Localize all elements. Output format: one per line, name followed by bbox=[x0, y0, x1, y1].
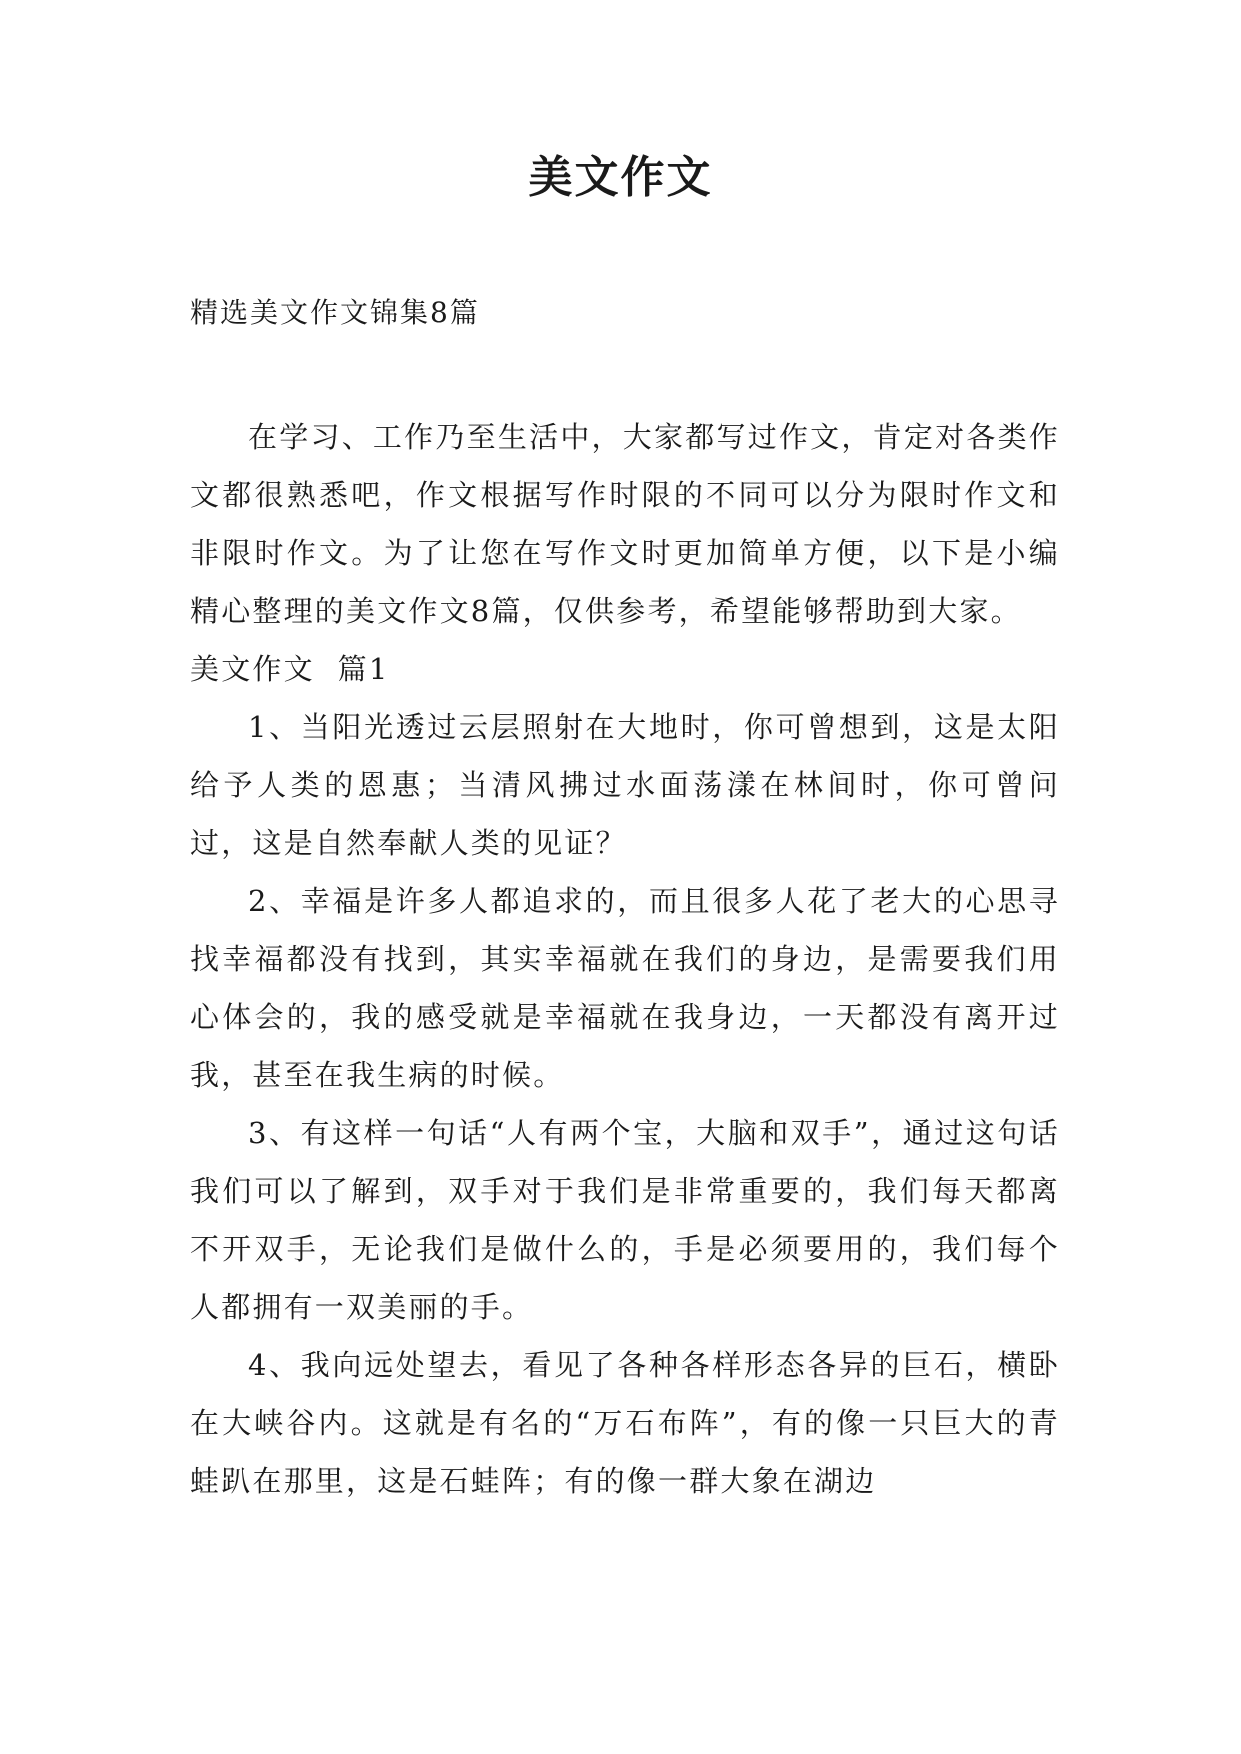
document-body bbox=[190, 408, 1060, 1510]
section-heading: 美文作文 篇1 bbox=[190, 652, 390, 686]
intro-paragraph: 在学习、工作乃至生活中，大家都写过作文，肯定对各类作文都很熟悉吧，作文根据写作时限的不同可以分为限时作文和非限时作文。为了让您在写作文时更加简单方便，以下是小编精心整理的美文作文8篇，仅供参考，希望能够帮助到大家。 bbox=[190, 420, 1060, 628]
document-title: 美文作文 bbox=[528, 152, 713, 203]
paragraph-1: 1、当阳光透过云层照射在大地时，你可曾想到，这是太阳给予人类的恩惠；当清风拂过水面荡漾在林间时，你可曾问过，这是自然奉献人类的见证？ bbox=[190, 710, 1060, 860]
paragraph-4: 4、我向远处望去，看见了各种各样形态各异的巨石，横卧在大峡谷内。这就是有名的“万石布阵”，有的像一只巨大的青蛙趴在那里，这是石蛙阵；有的像一群大象在湖边 bbox=[190, 1348, 1060, 1498]
paragraph-2: 2、幸福是许多人都追求的，而且很多人花了老大的心思寻找幸福都没有找到，其实幸福就在我们的身边，是需要我们用心体会的，我的感受就是幸福就在我身边，一天都没有离开过我，甚至在我生病的时候。 bbox=[190, 884, 1060, 1092]
document-subtitle: 精选美文作文锦集8篇 bbox=[190, 296, 480, 329]
paragraph-3: 3、有这样一句话“人有两个宝，大脑和双手”，通过这句话我们可以了解到，双手对于我们是非常重要的，我们每天都离不开双手，无论我们是做什么的，手是必须要用的，我们每个人都拥有一双美丽的手。 bbox=[190, 1116, 1060, 1324]
